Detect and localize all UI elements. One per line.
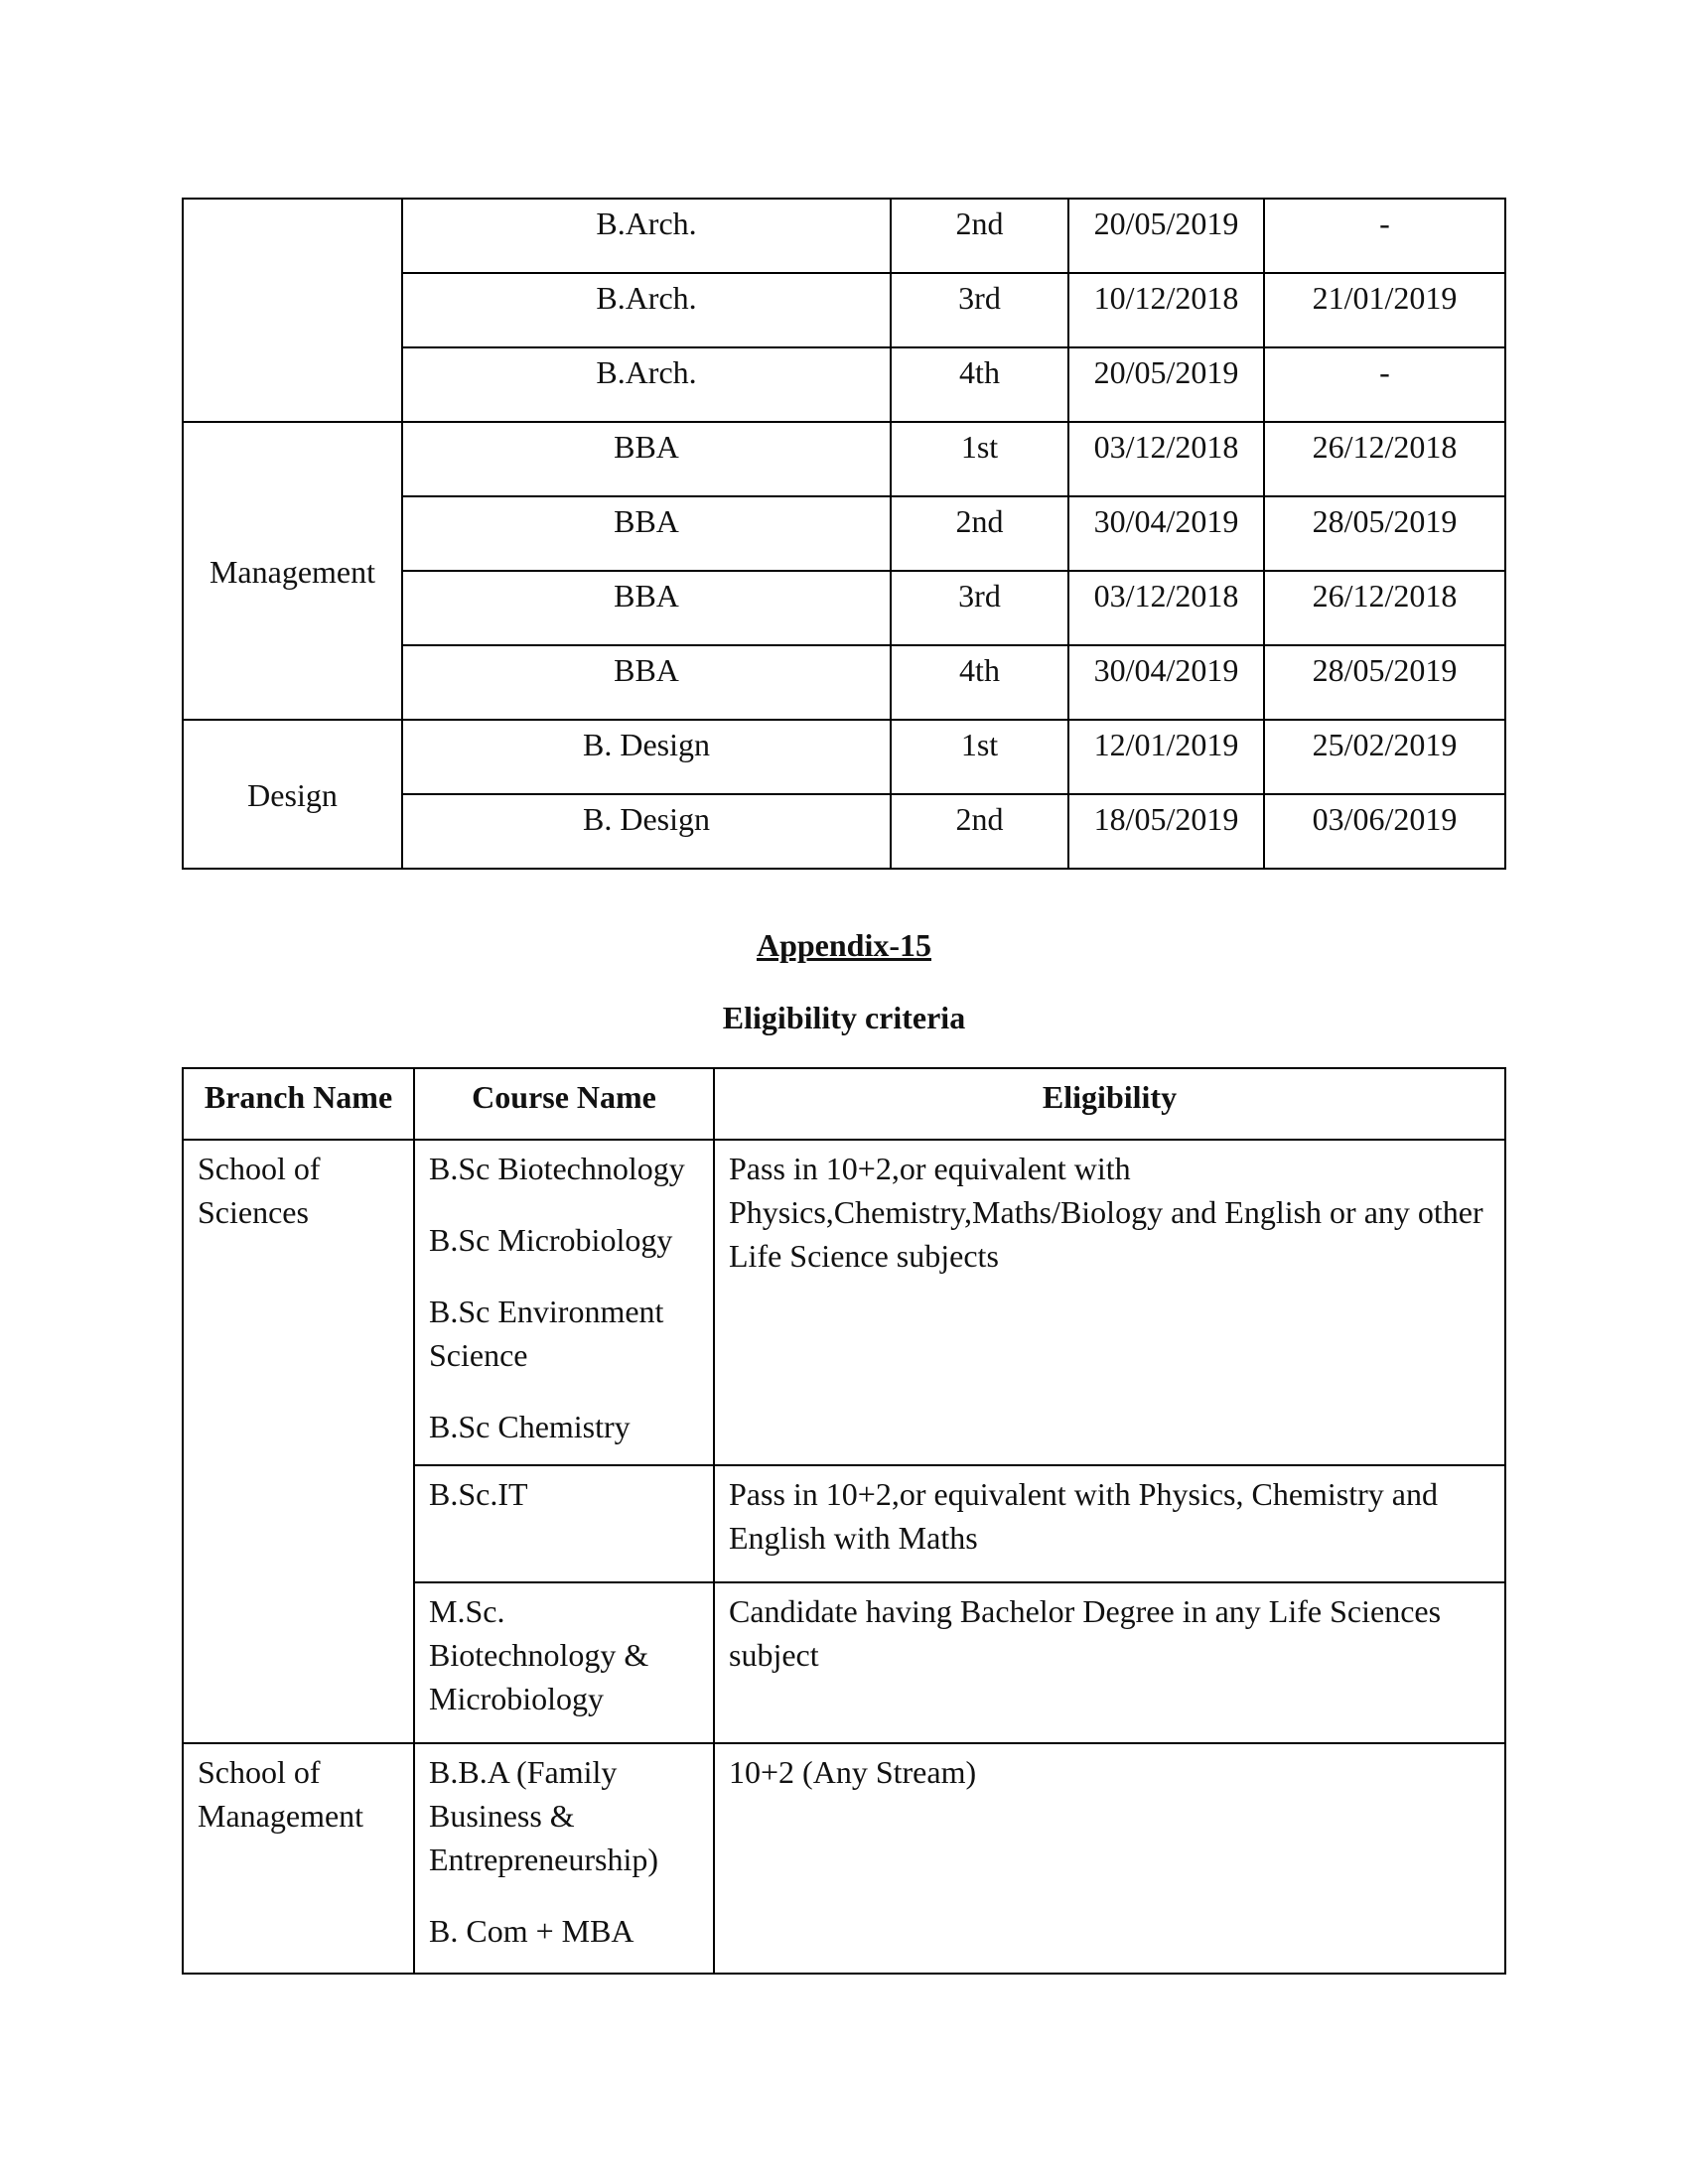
branch-cell: School of Management: [183, 1743, 414, 1974]
course-item: B.Sc Biotechnology: [429, 1151, 685, 1186]
end-date-cell: 03/06/2019: [1264, 794, 1505, 869]
course-cell: BBA: [402, 496, 891, 571]
year-cell: 2nd: [891, 496, 1068, 571]
table-row: [183, 1140, 1505, 1465]
course-cell: M.Sc. Biotechnology & Microbiology: [414, 1582, 714, 1743]
end-date-cell: 28/05/2019: [1264, 645, 1505, 720]
eligibility-table: [182, 1067, 1506, 1975]
end-date-cell: -: [1264, 347, 1505, 422]
year-cell: 1st: [891, 720, 1068, 794]
schedule-table: [182, 198, 1506, 870]
start-date-cell: 03/12/2018: [1068, 571, 1264, 645]
course-cell: B.Arch.: [402, 347, 891, 422]
table-row: [183, 720, 1505, 794]
end-date-cell: -: [1264, 199, 1505, 273]
start-date-cell: 30/04/2019: [1068, 496, 1264, 571]
eligibility-header: Eligibility: [714, 1068, 1505, 1140]
branch-cell: School of Sciences: [183, 1140, 414, 1743]
course-cell: B.Sc.IT: [414, 1465, 714, 1582]
table-row: [183, 1743, 1505, 1974]
course-cell: B.Arch.: [402, 273, 891, 347]
department-cell: [183, 199, 402, 422]
table-row: [183, 422, 1505, 496]
year-cell: 4th: [891, 645, 1068, 720]
course-cell: B. Design: [402, 720, 891, 794]
course-item: B.Sc Chemistry: [429, 1409, 631, 1444]
course-item: B.Sc Environment Science: [429, 1294, 664, 1373]
course-cell: BBA: [402, 645, 891, 720]
course-cell: BBA: [402, 571, 891, 645]
table-header-row: [183, 1068, 1505, 1140]
end-date-cell: 21/01/2019: [1264, 273, 1505, 347]
start-date-cell: 30/04/2019: [1068, 645, 1264, 720]
year-cell: 4th: [891, 347, 1068, 422]
start-date-cell: 12/01/2019: [1068, 720, 1264, 794]
end-date-cell: 28/05/2019: [1264, 496, 1505, 571]
end-date-cell: 26/12/2018: [1264, 422, 1505, 496]
course-item: B.Sc Microbiology: [429, 1222, 673, 1258]
year-cell: 2nd: [891, 794, 1068, 869]
start-date-cell: 03/12/2018: [1068, 422, 1264, 496]
start-date-cell: 18/05/2019: [1068, 794, 1264, 869]
course-item: B.B.A (Family Business & Entrepreneurship): [429, 1754, 659, 1877]
course-cell: [414, 1140, 714, 1465]
department-cell: Design: [183, 720, 402, 869]
year-cell: 2nd: [891, 199, 1068, 273]
eligibility-cell: 10+2 (Any Stream): [714, 1743, 1505, 1974]
course-cell: B. Design: [402, 794, 891, 869]
year-cell: 3rd: [891, 273, 1068, 347]
appendix-title: Appendix-15: [756, 927, 932, 963]
end-date-cell: 26/12/2018: [1264, 571, 1505, 645]
course-item: B. Com + MBA: [429, 1913, 634, 1949]
course-name-header: Course Name: [414, 1068, 714, 1140]
start-date-cell: 20/05/2019: [1068, 347, 1264, 422]
eligibility-cell: Candidate having Bachelor Degree in any Life Sciences subject: [714, 1582, 1505, 1743]
year-cell: 1st: [891, 422, 1068, 496]
start-date-cell: 20/05/2019: [1068, 199, 1264, 273]
course-cell: BBA: [402, 422, 891, 496]
branch-name-header: Branch Name: [183, 1068, 414, 1140]
appendix-subtitle: Eligibility criteria: [722, 1000, 966, 1035]
eligibility-cell: Pass in 10+2,or equivalent with Physics,Chemistry,Maths/Biology and English or any other Life Science subjects: [714, 1140, 1505, 1465]
end-date-cell: 25/02/2019: [1264, 720, 1505, 794]
course-cell: [414, 1743, 714, 1974]
start-date-cell: 10/12/2018: [1068, 273, 1264, 347]
course-cell: B.Arch.: [402, 199, 891, 273]
department-cell: Management: [183, 422, 402, 720]
eligibility-cell: Pass in 10+2,or equivalent with Physics, Chemistry and English with Maths: [714, 1465, 1505, 1582]
table-row: [183, 199, 1505, 273]
year-cell: 3rd: [891, 571, 1068, 645]
